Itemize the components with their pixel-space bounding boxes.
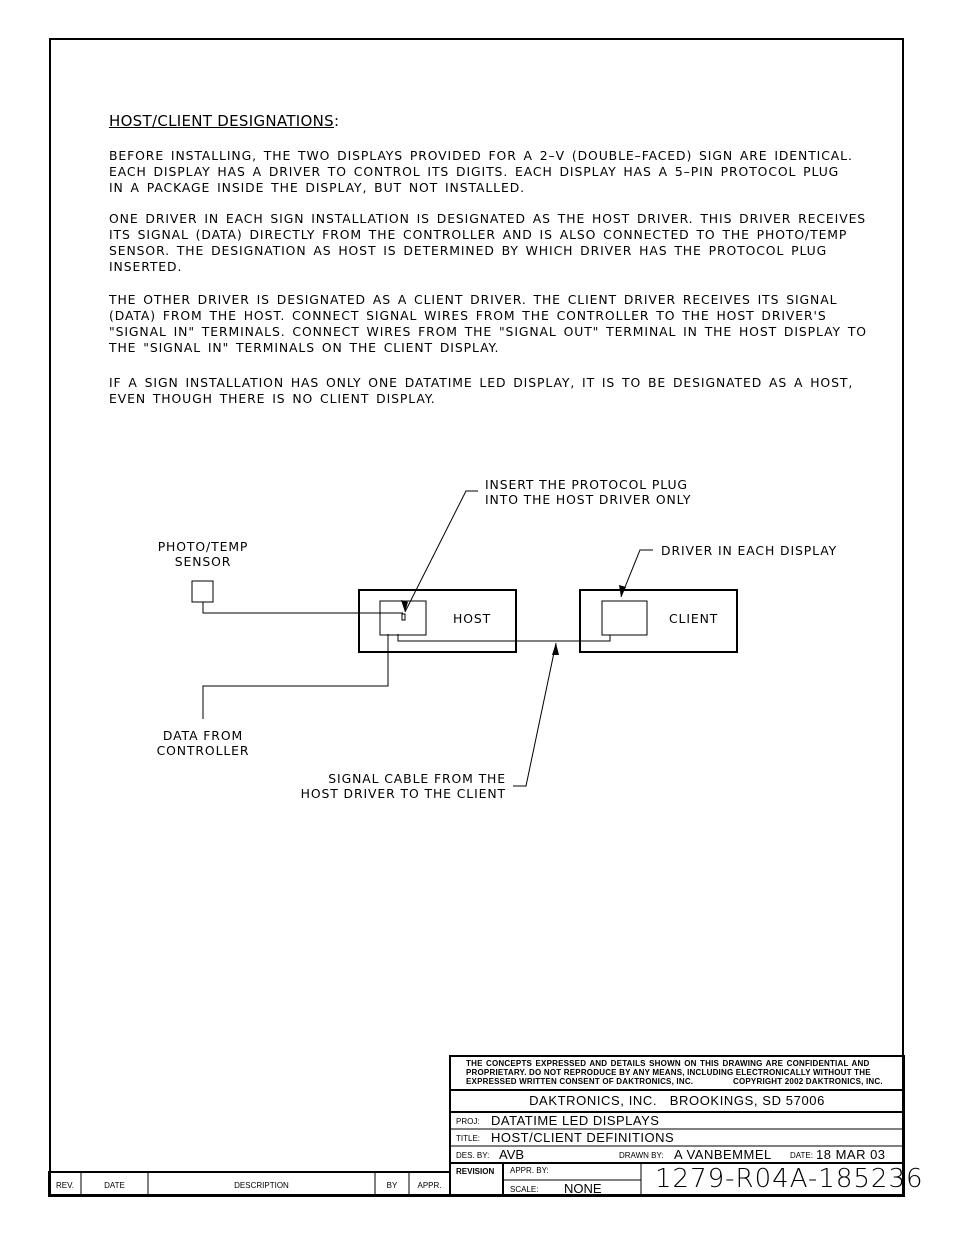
host-driver-box [380,601,426,635]
paragraph-line: "SIGNAL IN" TERMINALS. CONNECT WIRES FROM THE "SIGNAL OUT" TERMINAL IN THE HOST DISPLAY TO [109,324,867,339]
title-value: HOST/CLIENT DEFINITIONS [491,1130,675,1145]
paragraph-line: BEFORE INSTALLING, THE TWO DISPLAYS PROVIDED FOR A 2–V (DOUBLE–FACED) SIGN ARE IDENTICAL. [109,148,853,163]
des-value: AVB [499,1147,525,1162]
sensor-label-2: SENSOR [174,554,232,569]
data-wire [203,634,388,719]
paragraph-line: SENSOR. THE DESIGNATION AS HOST IS DETERMINED BY WHICH DRIVER HAS THE PROTOCOL PLUG [109,243,828,258]
notes-heading: HOST/CLIENT DESIGNATIONS: [109,112,340,130]
des-label: DES. BY: [456,1151,490,1160]
date-label: DATE: [790,1151,813,1160]
confidential-line-1: THE CONCEPTS EXPRESSED AND DETAILS SHOWN ON THIS DRAWING ARE CONFIDENTIAL AND [466,1059,870,1068]
confidential-line-3: EXPRESSED WRITTEN CONSENT OF DAKTRONICS, INC. [466,1077,694,1086]
plug-arrowhead [401,600,408,612]
cable-label-1: SIGNAL CABLE FROM THE [328,771,506,786]
paragraph-line: EVEN THOUGH THERE IS NO CLIENT DISPLAY. [109,391,436,406]
paragraph-line: INSERTED. [109,259,183,274]
rev-header: REV. [56,1181,74,1190]
revision-label: REVISION [456,1167,495,1176]
data-label-1: DATA FROM [162,728,244,743]
description-header: DESCRIPTION [234,1181,289,1190]
drawing-number: 1279-R04A-185236 [655,1164,924,1194]
drawn-value: A VANBEMMEL [674,1147,772,1162]
paragraph-line: ITS SIGNAL (DATA) DIRECTLY FROM THE CONTROLLER AND IS ALSO CONNECTED TO THE PHOTO/TEMP [109,227,848,242]
paragraph-line: THE OTHER DRIVER IS DESIGNATED AS A CLIENT DRIVER. THE CLIENT DRIVER RECEIVES ITS SIGNAL [109,292,838,307]
copyright: COPYRIGHT 2002 DAKTRONICS, INC. [733,1077,883,1086]
paragraph-line: IF A SIGN INSTALLATION HAS ONLY ONE DATATIME LED DISPLAY, IT IS TO BE DESIGNATED AS A HOST, [109,375,854,390]
cable-callout-leader [513,643,556,786]
title-label: TITLE: [456,1134,481,1143]
appr-label: APPR. BY: [510,1166,549,1175]
paragraph-line: ONE DRIVER IN EACH SIGN INSTALLATION IS DESIGNATED AS THE HOST DRIVER. THIS DRIVER RECEIVES [109,211,867,226]
appr-header: APPR. [417,1181,442,1190]
scale-value: NONE [564,1181,602,1196]
proj-value: DATATIME LED DISPLAYS [491,1113,660,1128]
plug-callout-text-1: INSERT THE PROTOCOL PLUG [485,477,688,492]
company-line: DAKTRONICS, INC. BROOKINGS, SD 57006 [529,1093,825,1108]
client-label: CLIENT [669,611,719,626]
paragraph-line: IN A PACKAGE INSIDE THE DISPLAY, BUT NOT INSTALLED. [109,180,525,195]
host-label: HOST [453,611,492,626]
cable-arrowhead [552,643,559,655]
driver-callout-text: DRIVER IN EACH DISPLAY [661,543,838,558]
proj-label: PROJ: [456,1117,480,1126]
host-display-box [359,590,516,652]
sensor-box [192,581,213,602]
client-driver-box [602,601,647,635]
sensor-label-1: PHOTO/TEMP [157,539,249,554]
scale-label: SCALE: [510,1185,539,1194]
protocol-plug [402,614,405,620]
plug-callout-leader [405,491,478,612]
paragraph-line: EACH DISPLAY HAS A DRIVER TO CONTROL ITS DIGITS. EACH DISPLAY HAS A 5–PIN PROTOCOL PLUG [109,164,840,179]
date-value: 18 MAR 03 [816,1147,886,1162]
by-header: BY [386,1181,398,1190]
data-label-2: CONTROLLER [156,743,250,758]
cable-label-2: HOST DRIVER TO THE CLIENT [300,786,506,801]
sensor-wire [203,602,403,613]
plug-callout-text-2: INTO THE HOST DRIVER ONLY [485,492,692,507]
confidential-line-2: PROPRIETARY. DO NOT REPRODUCE BY ANY MEANS, INCLUDING ELECTRONICALLY WITHOUT THE [466,1068,871,1077]
paragraph-line: THE "SIGNAL IN" TERMINALS ON THE CLIENT DISPLAY. [109,340,500,355]
paragraph-line: (DATA) FROM THE HOST. CONNECT SIGNAL WIRES FROM THE CONTROLLER TO THE HOST DRIVER'S [109,308,827,323]
signal-cable [398,634,610,641]
date-header: DATE [104,1181,125,1190]
drawn-label: DRAWN BY: [619,1151,664,1160]
